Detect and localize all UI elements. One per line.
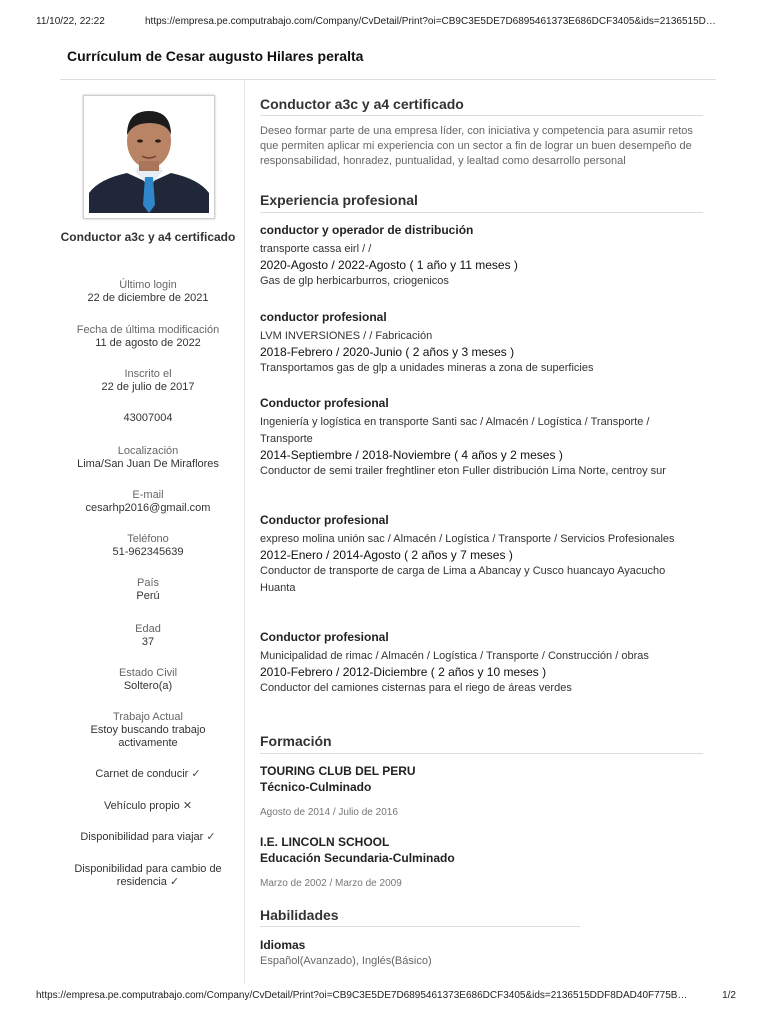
job-description: Conductor de semi trailer freghtliner eton Fuller distribución Lima Norte, centroy sur [260, 465, 666, 477]
check-icon: ✓ [206, 831, 216, 843]
print-header-url: https://empresa.pe.computrabajo.com/Company/CvDetail/Print?oi=CB9C3E5DE7D6895461373E686DCF3405&ids=2136515D… [145, 16, 716, 27]
location [60, 445, 236, 471]
driver-license-label: Carnet de conducir [95, 768, 189, 780]
column-divider [244, 80, 245, 984]
check-icon: ✓ [169, 876, 180, 888]
languages-value: Español(Avanzado), Inglés(Básico) [260, 955, 432, 967]
last-modified-value: 11 de agosto de 2022 [95, 337, 201, 349]
job-company: LVM INVERSIONES / / Fabricación [260, 330, 433, 342]
education-divider [260, 753, 703, 754]
education-degree: Educación Secundaria-Culminado [260, 851, 455, 865]
headline: Conductor a3c y a4 certificado [260, 96, 464, 112]
experience-item [260, 513, 703, 597]
education-heading: Formación [260, 733, 332, 749]
education-school: I.E. LINCOLN SCHOOL [260, 835, 390, 849]
check-icon: ✓ [191, 768, 201, 780]
current-work [60, 711, 236, 750]
age-label: Edad [135, 623, 161, 635]
last-login-label: Último login [119, 279, 177, 291]
driver-license [60, 768, 236, 781]
relocation-availability [60, 863, 236, 889]
email [60, 489, 236, 515]
location-value: Lima/San Juan De Miraflores [77, 458, 219, 470]
own-vehicle [60, 800, 236, 813]
civil-status-value: Soltero(a) [123, 680, 173, 692]
experience-divider [260, 212, 703, 213]
job-title: Conductor profesional [260, 513, 389, 527]
registered-date [60, 368, 236, 394]
job-dates: 2020-Agosto / 2022-Agosto ( 1 año y 11 meses ) [260, 258, 518, 272]
experience-item [260, 396, 703, 480]
experience-heading: Experiencia profesional [260, 192, 418, 208]
last-login [60, 279, 236, 305]
headline-divider [260, 115, 703, 116]
education-dates: Agosto de 2014 / Julio de 2016 [260, 807, 398, 818]
job-title: Conductor profesional [260, 630, 389, 644]
job-title: Conductor profesional [260, 396, 389, 410]
cross-icon: ✕ [182, 800, 193, 812]
current-work-value: Estoy buscando trabajo activamente [90, 724, 206, 749]
job-company: Ingeniería y logística en transporte Santi sac / Almacén / Logística / Transporte / Transporte [260, 416, 650, 445]
travel-availability-label: Disponibilidad para viajar [80, 831, 204, 843]
avatar [89, 101, 209, 213]
print-footer [30, 990, 738, 1004]
email-label: E-mail [132, 489, 164, 501]
age-value: 37 [141, 636, 155, 648]
relocation-availability-label: Disponibilidad para cambio de residencia [74, 863, 222, 888]
skills-heading: Habilidades [260, 907, 339, 923]
print-timestamp: 11/10/22, 22:22 [36, 16, 105, 27]
experience-item [260, 223, 703, 290]
education-item [260, 764, 416, 818]
registered-label: Inscrito el [124, 368, 172, 380]
country [60, 577, 236, 603]
job-dates: 2018-Febrero / 2020-Junio ( 2 años y 3 meses ) [260, 345, 515, 359]
last-modified-label: Fecha de última modificación [76, 324, 220, 336]
job-description: Gas de glp herbicarburros, criogenicos [260, 275, 449, 287]
job-description: Transportamos gas de glp a unidades mineras a zona de superficies [260, 362, 594, 374]
job-title: conductor y operador de distribución [260, 223, 474, 237]
education-item [260, 835, 455, 889]
summary: Deseo formar parte de una empresa líder, con iniciativa y competencia para asumir retos que permiten aplicar mi experiencia con un sector a fin de lograr un buen desempeño de responsabilidad, honradez, puntualidad, y lealtad como desarrollo personal [260, 125, 693, 167]
phone-label: Teléfono [127, 533, 169, 545]
job-title: conductor profesional [260, 310, 387, 324]
civil-status-label: Estado Civil [118, 667, 178, 679]
own-vehicle-label: Vehículo propio [103, 800, 180, 812]
last-modified [60, 324, 236, 350]
job-description: Conductor del camiones cisternas para el riego de áreas verdes [260, 682, 572, 694]
country-value: Perú [136, 590, 160, 602]
document-id: 43007004 [123, 412, 173, 424]
profile-name: Conductor a3c y a4 certificado [60, 230, 236, 244]
job-description: Conductor de transporte de carga de Lima a Abancay y Cusco huancayo Ayacucho Huanta [260, 565, 666, 594]
title-divider [60, 79, 716, 80]
last-login-value: 22 de diciembre de 2021 [87, 292, 209, 304]
education-school: TOURING CLUB DEL PERU [260, 764, 416, 778]
job-company: Municipalidad de rimac / Almacén / Logística / Transporte / Construcción / obras [260, 650, 649, 662]
travel-availability [60, 831, 236, 844]
job-dates: 2010-Febrero / 2012-Diciembre ( 2 años y 10 meses ) [260, 665, 547, 679]
skills-divider [260, 926, 580, 927]
phone [60, 533, 236, 559]
location-label: Localización [117, 445, 179, 457]
print-footer-url: https://empresa.pe.computrabajo.com/Company/CvDetail/Print?oi=CB9C3E5DE7D6895461373E686DCF3405&ids=2136515DDF8DAD40F775B… [36, 990, 688, 1001]
print-header [30, 12, 738, 26]
profile-photo [83, 95, 215, 219]
phone-value: 51-962345639 [112, 546, 184, 558]
education-degree: Técnico-Culminado [260, 780, 372, 794]
languages-title: Idiomas [260, 938, 306, 952]
education-dates: Marzo de 2002 / Marzo de 2009 [260, 878, 402, 889]
job-company: expreso molina unión sac / Almacén / Logística / Transporte / Servicios Profesionales [260, 533, 675, 545]
current-work-label: Trabajo Actual [113, 711, 183, 723]
experience-item [260, 630, 703, 697]
job-dates: 2014-Septiembre / 2018-Noviembre ( 4 años y 2 meses ) [260, 448, 563, 462]
page-number: 1/2 [722, 990, 736, 1001]
experience-item [260, 310, 703, 377]
job-company: transporte cassa eirl / / [260, 243, 372, 255]
email-value[interactable]: cesarhp2016@gmail.com [85, 502, 211, 514]
civil-status [60, 667, 236, 693]
job-dates: 2012-Enero / 2014-Agosto ( 2 años y 7 meses ) [260, 548, 513, 562]
page-title: Currículum de Cesar augusto Hilares peralta [67, 48, 364, 64]
age [60, 623, 236, 649]
country-label: País [136, 577, 159, 589]
registered-value: 22 de julio de 2017 [101, 381, 195, 393]
